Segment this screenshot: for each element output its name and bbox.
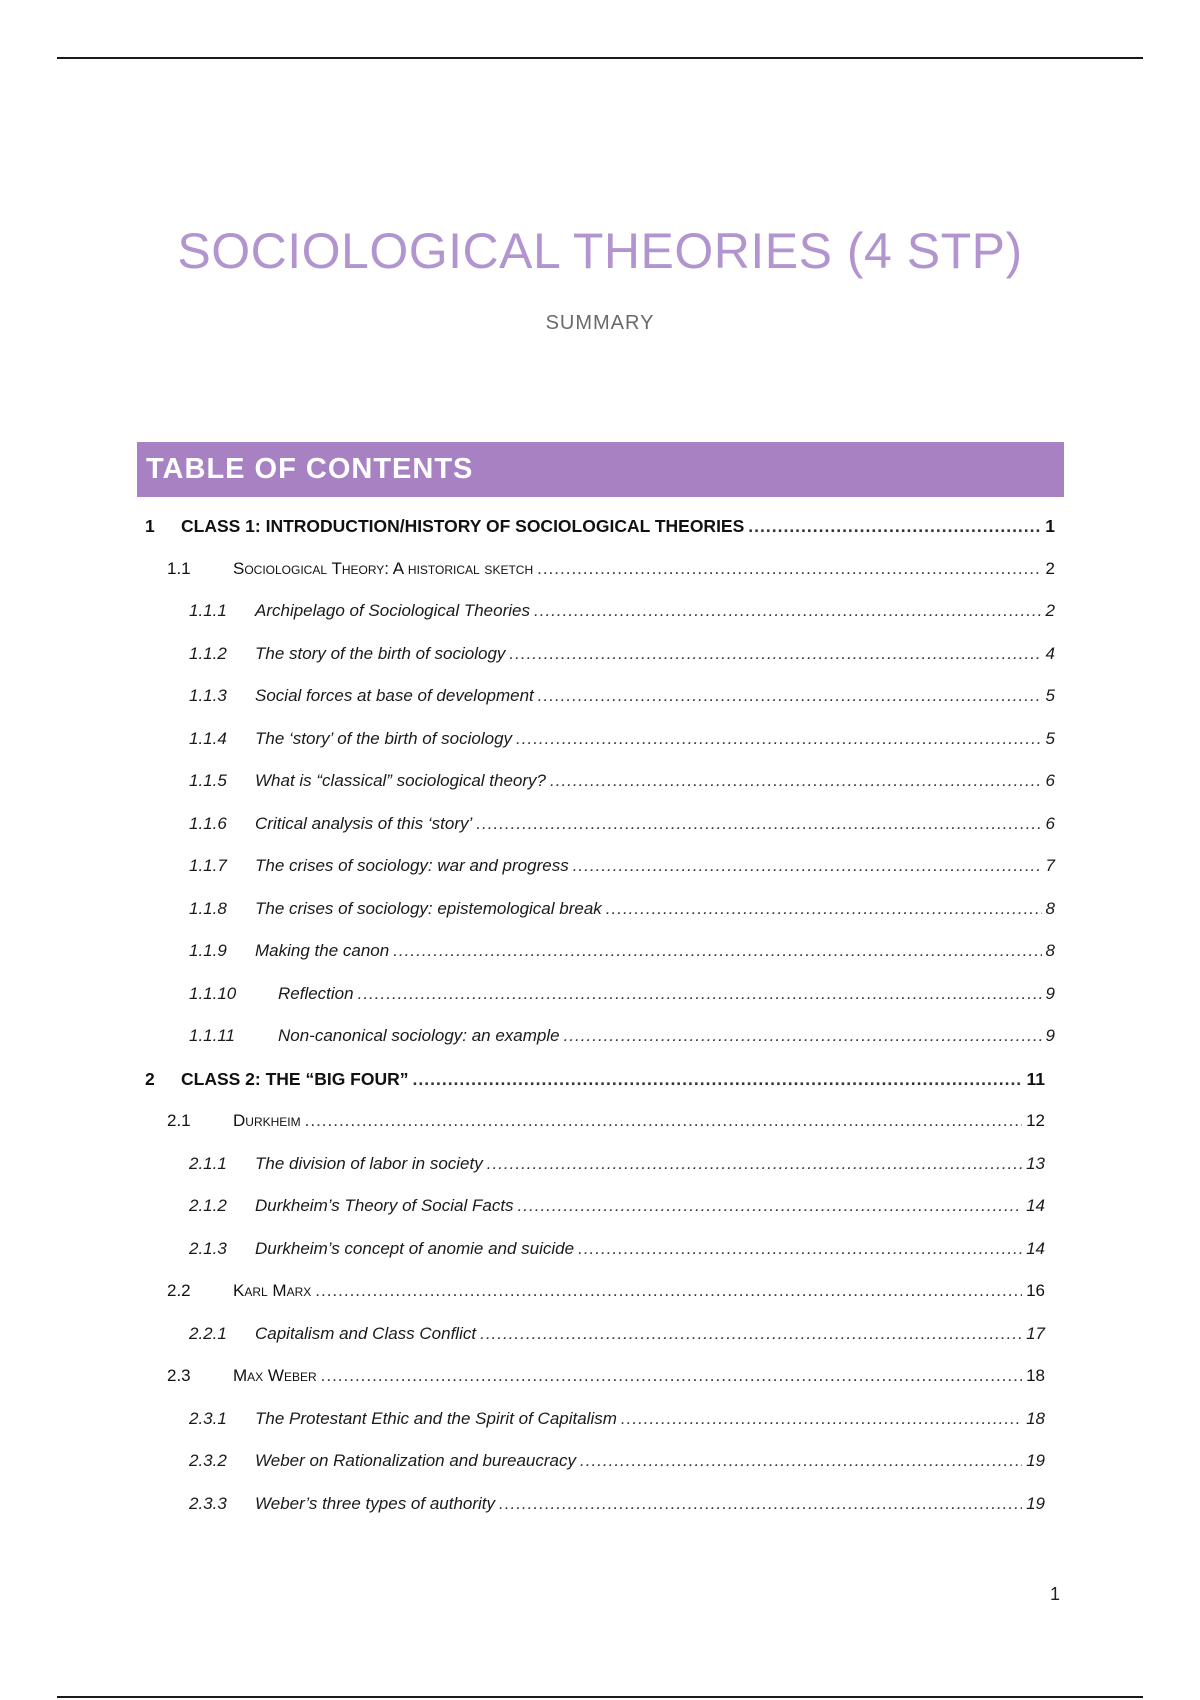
toc-entry-1-1-5[interactable] <box>137 760 1055 803</box>
toc-entry-page: 18 <box>1026 1366 1045 1385</box>
toc-dot-leader <box>537 548 1041 591</box>
toc-entry-2-3-1[interactable] <box>137 1398 1045 1441</box>
footer-rule <box>57 1696 1143 1698</box>
toc-entry-number: 1.1.8 <box>189 898 227 918</box>
toc-entry-label: Karl Marx <box>233 1281 312 1300</box>
toc-entry-page: 9 <box>1045 983 1055 1003</box>
header-rule <box>57 57 1143 59</box>
toc-dot-leader <box>499 1483 1022 1526</box>
toc-dot-leader <box>748 505 1041 548</box>
toc-entry-page: 14 <box>1026 1196 1045 1215</box>
toc-entry-1-1-4[interactable] <box>137 718 1055 761</box>
toc-entry-page: 8 <box>1045 941 1055 960</box>
toc-entry-2-1-1[interactable] <box>137 1143 1045 1186</box>
toc-entry-page: 2 <box>1045 558 1055 578</box>
toc-entry-number: 1 <box>145 516 155 536</box>
toc-entry-2-1-2[interactable] <box>137 1185 1045 1228</box>
toc-entry-page: 16 <box>1026 1281 1045 1300</box>
toc-entry-label: Non-canonical sociology: an example <box>278 1026 560 1045</box>
toc-dot-leader <box>476 803 1041 846</box>
toc-entry-1-1-2[interactable] <box>137 633 1055 676</box>
toc-dot-leader <box>538 675 1042 718</box>
toc-entry-label: The Protestant Ethic and the Spirit of Capitalism <box>255 1408 617 1428</box>
toc-entry-1-1-10[interactable] <box>137 973 1055 1016</box>
toc-entry-label: Capitalism and Class Conflict <box>255 1323 477 1343</box>
toc-dot-leader <box>393 930 1041 973</box>
toc-entry-page: 18 <box>1026 1408 1045 1428</box>
toc-dot-leader <box>573 845 1042 888</box>
toc-entry-2-3[interactable] <box>137 1355 1045 1398</box>
toc-dot-leader <box>578 1228 1022 1271</box>
toc-entry-page: 5 <box>1045 728 1055 748</box>
toc-entry-label: Making the canon <box>255 941 390 960</box>
toc-dot-leader <box>580 1440 1022 1483</box>
toc-entry-page: 1 <box>1045 516 1055 536</box>
toc-dot-leader <box>518 1185 1023 1228</box>
toc-dot-leader <box>315 1270 1022 1313</box>
toc-entry-label: Critical analysis of this ‘story’ <box>255 813 473 833</box>
toc-entry-2-1[interactable] <box>137 1100 1045 1143</box>
toc-entry-number: 1.1.9 <box>189 941 227 960</box>
toc-heading: TABLE OF CONTENTS <box>146 453 474 485</box>
toc-entry-1-1-3[interactable] <box>137 675 1055 718</box>
toc-dot-leader <box>480 1313 1022 1356</box>
toc-dot-leader <box>305 1100 1022 1143</box>
toc-entry-page: 14 <box>1026 1238 1045 1258</box>
toc-entry-page: 8 <box>1045 898 1055 918</box>
toc-entry-page: 19 <box>1026 1451 1045 1470</box>
toc-dot-leader <box>606 888 1042 931</box>
toc-entry-1-1-9[interactable] <box>137 930 1055 973</box>
toc-entry-number: 2.1.1 <box>189 1153 227 1173</box>
toc-entry-label: The crises of sociology: war and progress <box>255 856 569 875</box>
toc-entry-number: 1.1.10 <box>189 983 237 1003</box>
toc-entry-2-3-3[interactable] <box>137 1483 1045 1526</box>
page-number: 1 <box>1049 1584 1060 1604</box>
toc-dot-leader <box>516 718 1042 761</box>
toc-entry-2[interactable] <box>137 1058 1045 1101</box>
toc-entry-number: 2.2 <box>167 1281 191 1300</box>
toc-entry-page: 11 <box>1026 1068 1045 1089</box>
toc-entry-number: 2.3 <box>167 1366 191 1385</box>
toc-heading-banner <box>137 442 1064 497</box>
toc-entry-label: Sociological Theory: A historical sketch <box>233 558 534 578</box>
toc-entry-label: Durkheim’s Theory of Social Facts <box>255 1196 514 1215</box>
toc-entry-label: Archipelago of Sociological Theories <box>255 601 530 620</box>
toc-entry-label: The ‘story’ of the birth of sociology <box>255 728 513 748</box>
toc-dot-leader <box>487 1143 1022 1186</box>
toc-entry-number: 1.1.5 <box>189 771 227 790</box>
toc-entry-number: 2.1.3 <box>189 1238 227 1258</box>
toc-entry-2-3-2[interactable] <box>137 1440 1045 1483</box>
toc-entry-2-1-3[interactable] <box>137 1228 1045 1271</box>
toc-entry-page: 17 <box>1026 1323 1045 1343</box>
toc-entry-page: 9 <box>1045 1026 1055 1045</box>
toc-entry-1-1-1[interactable] <box>137 590 1055 633</box>
document-subtitle: SUMMARY <box>545 312 655 334</box>
document-title: SOCIOLOGICAL THEORIES (4 STP) <box>177 223 1023 279</box>
toc-entry-label: Durkheim’s concept of anomie and suicide <box>255 1238 575 1258</box>
toc-entry-2-2[interactable] <box>137 1270 1045 1313</box>
toc-entry-number: 1.1.7 <box>189 856 227 875</box>
toc-dot-leader <box>509 633 1041 676</box>
toc-entry-number: 1.1.2 <box>189 643 227 663</box>
table-of-contents <box>137 505 1055 1525</box>
toc-entry-number: 2.2.1 <box>189 1323 227 1343</box>
toc-entry-label: CLASS 2: THE “BIG FOUR” <box>181 1068 409 1089</box>
toc-entry-label: Weber’s three types of authority <box>255 1493 496 1513</box>
toc-entry-1-1-6[interactable] <box>137 803 1055 846</box>
toc-dot-leader <box>534 590 1042 633</box>
toc-entry-number: 2 <box>145 1068 155 1089</box>
toc-entry-label: The story of the birth of sociology <box>255 643 506 663</box>
toc-entry-page: 4 <box>1045 643 1055 663</box>
toc-entry-1-1[interactable] <box>137 548 1055 591</box>
toc-dot-leader <box>621 1398 1022 1441</box>
toc-entry-label: Durkheim <box>233 1111 301 1130</box>
toc-entry-number: 1.1.1 <box>189 601 227 620</box>
toc-entry-page: 6 <box>1045 813 1055 833</box>
toc-entry-2-2-1[interactable] <box>137 1313 1045 1356</box>
toc-entry-page: 19 <box>1026 1493 1045 1513</box>
toc-entry-1-1-11[interactable] <box>137 1015 1055 1058</box>
toc-dot-leader <box>358 973 1042 1016</box>
toc-dot-leader <box>550 760 1042 803</box>
toc-entry-number: 1.1.4 <box>189 728 227 748</box>
toc-entry-page: 7 <box>1045 856 1055 875</box>
toc-entry-1[interactable] <box>137 505 1055 548</box>
toc-entry-number: 1.1 <box>167 558 191 578</box>
toc-entry-number: 2.1 <box>167 1111 191 1130</box>
toc-entry-number: 2.1.2 <box>189 1196 227 1215</box>
toc-dot-leader <box>413 1058 1023 1101</box>
toc-entry-page: 12 <box>1026 1111 1045 1130</box>
toc-entry-1-1-7[interactable] <box>137 845 1055 888</box>
toc-dot-leader <box>564 1015 1042 1058</box>
toc-entry-number: 1.1.6 <box>189 813 227 833</box>
toc-entry-label: Weber on Rationalization and bureaucracy <box>255 1451 576 1470</box>
toc-entry-number: 2.3.1 <box>189 1408 227 1428</box>
toc-entry-label: The crises of sociology: epistemological break <box>255 898 602 918</box>
toc-entry-label: Max Weber <box>233 1366 317 1385</box>
toc-entry-page: 5 <box>1045 686 1055 705</box>
toc-entry-number: 1.1.3 <box>189 686 227 705</box>
toc-entry-1-1-8[interactable] <box>137 888 1055 931</box>
toc-entry-page: 6 <box>1045 771 1055 790</box>
toc-entry-page: 13 <box>1026 1153 1045 1173</box>
toc-dot-leader <box>321 1355 1022 1398</box>
toc-entry-number: 2.3.2 <box>189 1451 227 1470</box>
toc-entry-label: The division of labor in society <box>255 1153 483 1173</box>
toc-entry-label: Social forces at base of development <box>255 686 534 705</box>
toc-entry-label: Reflection <box>278 983 354 1003</box>
toc-entry-number: 2.3.3 <box>189 1493 227 1513</box>
toc-entry-number: 1.1.11 <box>189 1026 236 1045</box>
toc-entry-label: CLASS 1: INTRODUCTION/HISTORY OF SOCIOLOGICAL THEORIES <box>181 516 745 536</box>
toc-entry-label: What is “classical” sociological theory? <box>255 771 546 790</box>
toc-entry-page: 2 <box>1045 601 1055 620</box>
